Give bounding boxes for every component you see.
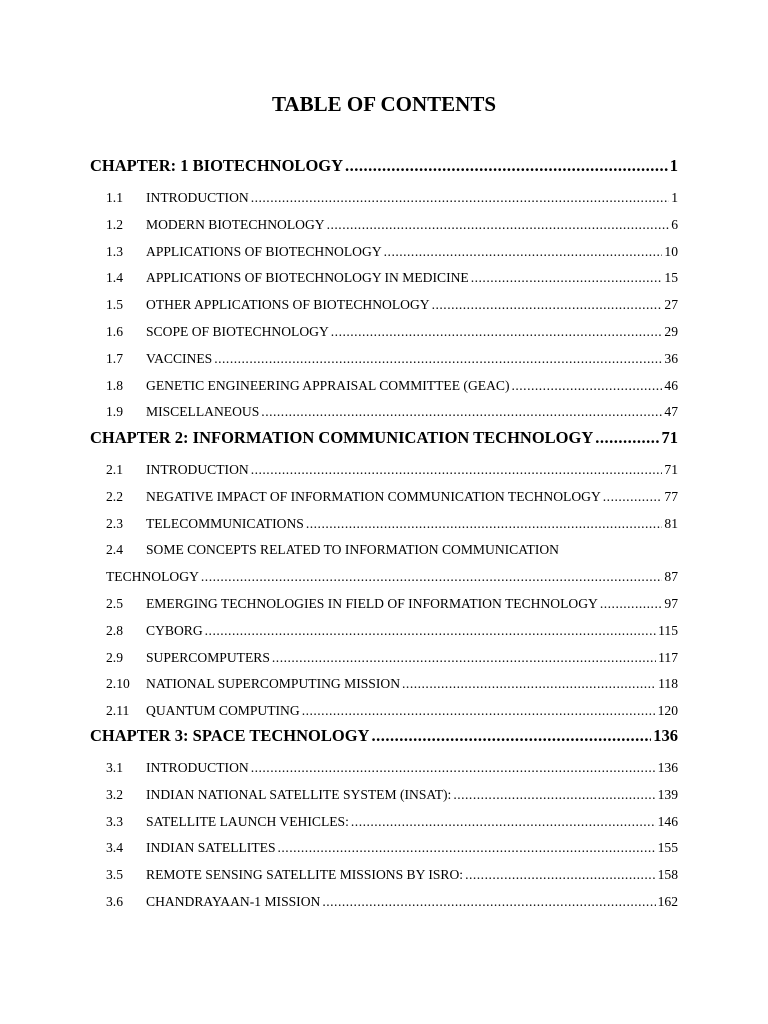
leader-dots <box>278 840 656 856</box>
toc-entry <box>106 676 678 696</box>
toc-entry <box>106 297 678 317</box>
toc-entry <box>106 270 678 290</box>
section-page-number: 77 <box>664 488 678 504</box>
toc-entry <box>106 244 678 264</box>
section-title: OTHER APPLICATIONS OF BIOTECHNOLOGY <box>146 297 430 313</box>
leader-dots <box>261 404 662 420</box>
section-number: 1.7 <box>106 350 123 366</box>
section-title-continued: TECHNOLOGY <box>106 569 199 585</box>
toc-entry <box>106 462 678 482</box>
chapter-page-number: 71 <box>661 428 678 447</box>
section-title: APPLICATIONS OF BIOTECHNOLOGY <box>146 243 382 259</box>
leader-dots <box>272 650 656 666</box>
toc-entry <box>106 867 678 887</box>
leader-dots <box>251 760 656 776</box>
leader-dots <box>453 787 655 803</box>
section-number: 3.1 <box>106 760 123 775</box>
section-number: 1.1 <box>106 190 123 205</box>
section-title: CHANDRAYAAN-1 MISSION <box>146 894 321 909</box>
section-title: INTRODUCTION <box>146 190 249 205</box>
chapter-page-number: 136 <box>653 726 678 745</box>
section-number: 1.8 <box>106 377 123 393</box>
section-title: NEGATIVE IMPACT OF INFORMATION COMMUNICATION TECHNOLOGY <box>146 488 601 504</box>
section-page-number: 6 <box>671 216 678 232</box>
leader-dots <box>465 867 656 883</box>
leader-dots <box>471 270 663 286</box>
leader-dots <box>201 569 663 585</box>
section-page-number: 1 <box>671 190 678 205</box>
section-title: GENETIC ENGINEERING APPRAISAL COMMITTEE (GEAC) <box>146 377 510 393</box>
section-page-number: 47 <box>664 404 678 420</box>
section-number: 3.3 <box>106 813 123 829</box>
section-number: 2.1 <box>106 462 123 477</box>
section-title: SCOPE OF BIOTECHNOLOGY <box>146 324 329 339</box>
chapter-title: CHAPTER: 1 BIOTECHNOLOGY <box>90 156 344 175</box>
section-page-number: 115 <box>658 622 678 638</box>
section-page-number: 29 <box>664 324 678 339</box>
section-number: 2.5 <box>106 596 123 611</box>
section-title: SATELLITE LAUNCH VEHICLES: <box>146 813 349 829</box>
leader-dots <box>306 516 663 532</box>
section-page-number: 155 <box>657 840 678 856</box>
section-title: CYBORG <box>146 622 203 638</box>
toc-entry <box>106 650 678 670</box>
section-page-number: 118 <box>658 676 678 692</box>
leader-dots <box>600 596 663 612</box>
section-title: QUANTUM COMPUTING <box>146 703 300 719</box>
section-number: 2.4 <box>106 542 123 558</box>
leader-dots <box>371 726 651 746</box>
chapter-heading <box>90 428 678 452</box>
section-page-number: 36 <box>664 350 678 366</box>
leader-dots <box>603 489 663 505</box>
toc-entry <box>106 623 678 643</box>
section-number: 2.2 <box>106 488 123 504</box>
toc-entry <box>106 760 678 780</box>
section-page-number: 27 <box>664 297 678 313</box>
section-page-number: 97 <box>664 596 678 611</box>
section-page-number: 10 <box>664 243 678 259</box>
chapter-title: CHAPTER 3: SPACE TECHNOLOGY <box>90 726 370 745</box>
section-number: 1.9 <box>106 404 123 420</box>
section-page-number: 158 <box>657 867 678 883</box>
section-page-number: 146 <box>657 813 678 829</box>
toc-entry <box>106 894 678 914</box>
section-title: SUPERCOMPUTERS <box>146 649 270 665</box>
section-page-number: 81 <box>664 515 678 531</box>
leader-dots <box>302 703 656 719</box>
section-title: INTRODUCTION <box>146 760 249 775</box>
section-number: 1.3 <box>106 243 123 259</box>
leader-dots <box>322 894 655 910</box>
section-title: INDIAN SATELLITES <box>146 840 276 856</box>
leader-dots <box>432 297 663 313</box>
chapter-title: CHAPTER 2: INFORMATION COMMUNICATION TECHNOLOGY <box>90 428 594 447</box>
section-title: MISCELLANEOUS <box>146 404 260 420</box>
section-title: APPLICATIONS OF BIOTECHNOLOGY IN MEDICINE <box>146 270 469 286</box>
toc-entry <box>106 703 678 723</box>
section-page-number: 46 <box>664 377 678 393</box>
section-title: SOME CONCEPTS RELATED TO INFORMATION COMMUNICATION <box>146 542 560 558</box>
chapter-heading <box>90 156 678 180</box>
section-number: 2.9 <box>106 649 123 665</box>
toc-entry <box>106 324 678 344</box>
leader-dots <box>327 217 670 233</box>
toc-entry <box>106 787 678 807</box>
toc-entry <box>106 596 678 616</box>
leader-dots <box>402 676 656 692</box>
section-title: NATIONAL SUPERCOMPUTING MISSION <box>146 676 401 692</box>
section-number: 1.6 <box>106 324 123 339</box>
toc-entry <box>106 190 678 210</box>
toc-entry <box>106 404 678 424</box>
leader-dots <box>251 462 663 478</box>
leader-dots <box>251 190 670 206</box>
toc-entry <box>106 351 678 371</box>
section-title: EMERGING TECHNOLOGIES IN FIELD OF INFORMATION TECHNOLOGY <box>146 596 598 611</box>
toc-entry-line <box>106 542 678 558</box>
section-page-number: 71 <box>664 462 678 477</box>
section-number: 3.2 <box>106 786 123 802</box>
toc-title: TABLE OF CONTENTS <box>271 92 497 116</box>
toc-entry <box>106 840 678 860</box>
leader-dots <box>214 351 662 367</box>
section-number: 3.5 <box>106 867 123 883</box>
section-page-number: 15 <box>664 270 678 286</box>
leader-dots <box>511 378 662 394</box>
leader-dots <box>205 623 656 639</box>
section-number: 1.2 <box>106 216 123 232</box>
toc-entry <box>106 569 678 589</box>
section-page-number: 136 <box>657 760 678 775</box>
section-number: 2.11 <box>106 703 130 719</box>
section-number: 1.4 <box>106 270 123 286</box>
toc-entry <box>106 814 678 834</box>
toc-entry <box>106 516 678 536</box>
section-title: INTRODUCTION <box>146 462 249 477</box>
section-page-number: 120 <box>657 703 678 719</box>
section-title: INDIAN NATIONAL SATELLITE SYSTEM (INSAT): <box>146 786 452 802</box>
section-number: 3.4 <box>106 840 123 856</box>
leader-dots <box>384 244 663 260</box>
section-number: 1.5 <box>106 297 123 313</box>
chapter-page-number: 1 <box>669 156 678 175</box>
leader-dots <box>351 814 656 830</box>
section-page-number: 162 <box>657 894 678 909</box>
section-page-number: 117 <box>658 649 678 665</box>
section-page-number: 139 <box>657 786 678 802</box>
section-number: 2.3 <box>106 515 123 531</box>
toc-entry <box>106 489 678 509</box>
leader-dots <box>595 428 659 448</box>
section-page-number: 87 <box>664 569 678 585</box>
section-title: MODERN BIOTECHNOLOGY <box>146 216 325 232</box>
chapter-heading <box>90 726 678 750</box>
leader-dots <box>345 156 668 176</box>
leader-dots <box>331 324 663 340</box>
section-title: TELECOMMUNICATIONS <box>146 515 304 531</box>
section-title: VACCINES <box>146 350 213 366</box>
section-number: 2.8 <box>106 622 123 638</box>
toc-entry <box>106 378 678 398</box>
section-title: REMOTE SENSING SATELLITE MISSIONS BY ISRO: <box>146 867 464 883</box>
toc-entry <box>106 217 678 237</box>
section-number: 3.6 <box>106 894 123 909</box>
section-number: 2.10 <box>106 676 130 692</box>
